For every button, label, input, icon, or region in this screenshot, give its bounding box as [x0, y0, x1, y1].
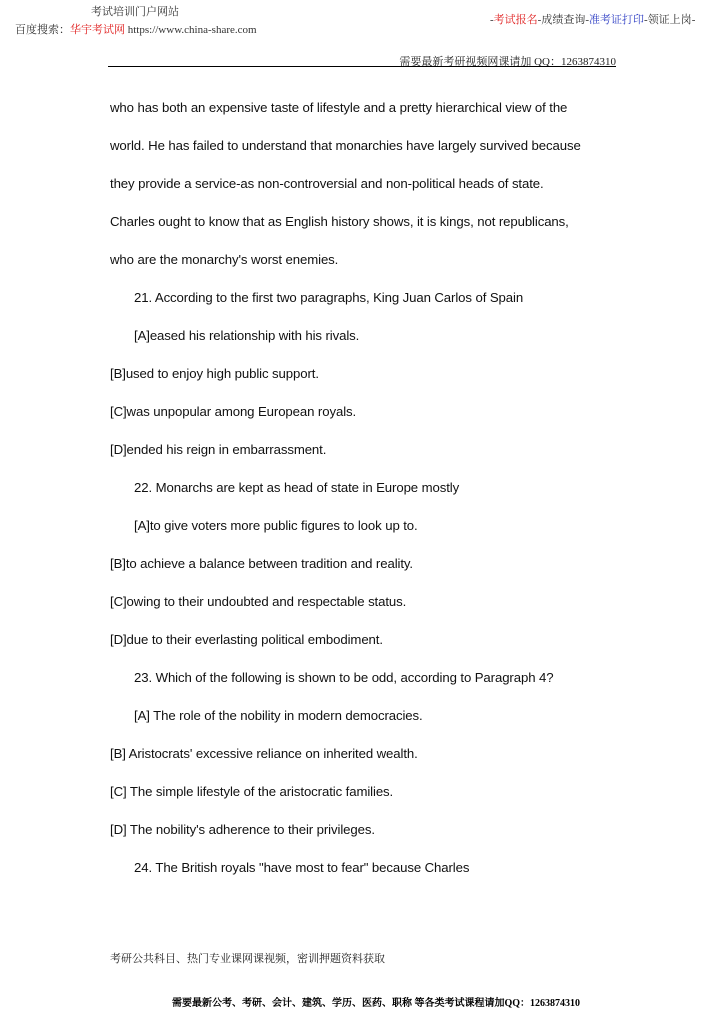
footer-contact: 需要最新公考、考研、会计、建筑、学历、医药、职称 等各类考试课程请加QQ：1263874310: [172, 998, 581, 1009]
paragraph-line: world. He has failed to understand that monarchies have largely survived because: [110, 138, 581, 153]
exam-signup-link[interactable]: 考试报名: [493, 14, 538, 26]
question-23: 23. Which of the following is shown to be odd, according to Paragraph 4?: [134, 670, 554, 685]
paragraph-line: they provide a service-as non-controversial and non-political heads of state.: [110, 176, 544, 191]
search-keyword[interactable]: 华宇考试网: [70, 24, 125, 36]
option-d: [D]ended his reign in embarrassment.: [110, 442, 327, 457]
cert-work-link[interactable]: 领证上岗: [647, 14, 692, 26]
option-b: [B] Aristocrats' excessive reliance on inherited wealth.: [110, 746, 418, 761]
option-b: [B]to achieve a balance between tradition and reality.: [110, 556, 413, 571]
score-query-link[interactable]: 成绩查询: [541, 14, 586, 26]
site-url[interactable]: https://www.china-share.com: [125, 24, 257, 36]
option-c: [C]was unpopular among European royals.: [110, 404, 357, 419]
paragraph-line: Charles ought to know that as English history shows, it is kings, not republicans,: [110, 214, 569, 229]
option-a: [A] The role of the nobility in modern democracies.: [134, 708, 423, 723]
paragraph-line: who are the monarchy's worst enemies.: [110, 252, 339, 267]
qq-notice: 需要最新考研视频网课请加 QQ：1263874310: [399, 56, 616, 68]
question-22: 22. Monarchs are kept as head of state in Europe mostly: [134, 480, 460, 495]
footer-note: 考研公共科目、热门专业课网课视频，密训押题资料获取: [110, 953, 385, 965]
separator: -: [490, 14, 494, 26]
option-a: [A]to give voters more public figures to look up to.: [134, 518, 418, 533]
option-a: [A]eased his relationship with his rivals.: [134, 328, 360, 343]
site-tagline: 考试培训门户网站: [91, 6, 179, 18]
search-label: 百度搜索：: [15, 24, 70, 36]
admission-print-link[interactable]: 准考证打印: [589, 14, 645, 26]
separator: -: [585, 14, 590, 26]
question-24: 24. The British royals "have most to fear" because Charles: [134, 860, 470, 875]
option-b: [B]used to enjoy high public support.: [110, 366, 319, 381]
option-d: [D] The nobility's adherence to their privileges.: [110, 822, 375, 837]
search-hint: [15, 21, 257, 37]
paragraph-line: who has both an expensive taste of lifestyle and a pretty hierarchical view of the: [110, 100, 568, 115]
separator: -: [537, 14, 542, 26]
question-21: 21. According to the first two paragraphs, King Juan Carlos of Spain: [134, 290, 524, 305]
option-c: [C] The simple lifestyle of the aristocratic families.: [110, 784, 394, 799]
header-links: [490, 11, 695, 27]
separator: -: [644, 14, 648, 26]
option-d: [D]due to their everlasting political embodiment.: [110, 632, 383, 647]
separator: -: [691, 14, 696, 26]
header-divider: [108, 66, 616, 67]
option-c: [C]owing to their undoubted and respectable status.: [110, 594, 407, 609]
